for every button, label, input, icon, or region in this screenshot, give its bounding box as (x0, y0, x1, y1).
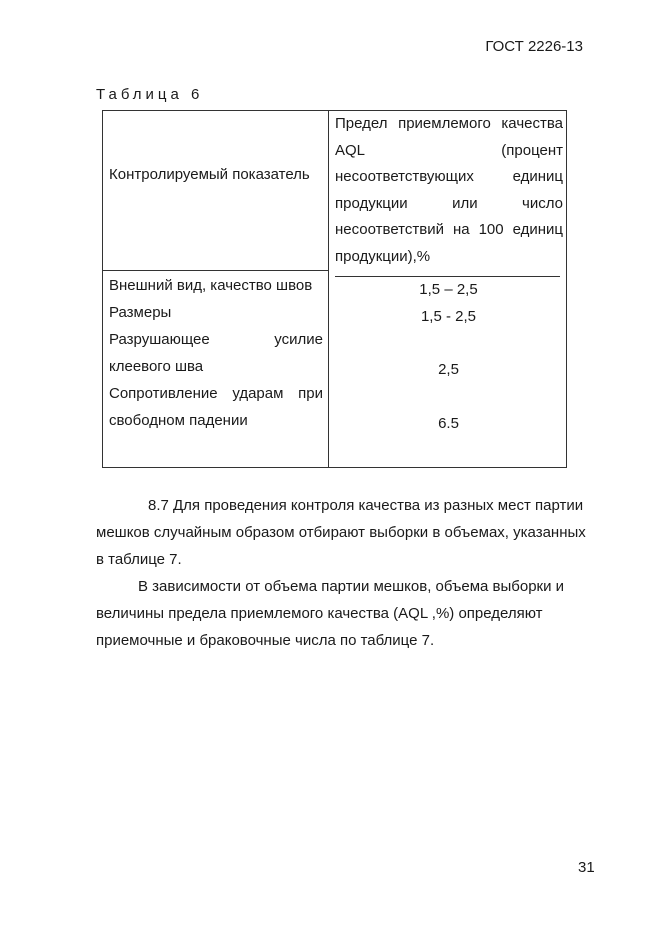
value-glue-strength: 2,5 (438, 361, 459, 378)
indicator-glue-strength: Разрушающее усилие клеевого шва (109, 331, 323, 375)
page-number: 31 (578, 859, 595, 876)
value-dimensions: 1,5 - 2,5 (420, 308, 477, 325)
indicator-dimensions: Размеры (109, 304, 172, 321)
quality-table (102, 110, 567, 468)
paragraph-8-7: 8.7 Для проведения контроля качества из разных мест партии мешков случайным образом отбирают выборки в объемах, указанных в таблице 7. (96, 497, 586, 568)
column-header-aql: Предел приемлемого качества AQL (процент несоответствующих единиц продукции или число несоответствий на 100 единиц продукции),% (335, 115, 563, 265)
table-header-divider-left (103, 270, 328, 271)
value-appearance: 1,5 – 2,5 (419, 281, 478, 298)
paragraph-aql-numbers: В зависимости от объема партии мешков, объема выборки и величины предела приемлемого качества (AQL ,%) определяют приемочные и браковочные числа по таблице 7. (96, 578, 565, 649)
indicator-appearance: Внешний вид, качество швов (109, 277, 313, 294)
column-header-indicator: Контролируемый показатель (109, 166, 310, 183)
table-caption: Таблица 6 (96, 86, 204, 103)
indicator-list (109, 272, 323, 434)
table-header-divider-right (335, 276, 560, 277)
value-drop-resistance: 6.5 (438, 415, 459, 432)
document-code: ГОСТ 2226-13 (485, 38, 583, 55)
indicator-drop-resistance: Сопротивление ударам при свободном падении (109, 385, 323, 429)
